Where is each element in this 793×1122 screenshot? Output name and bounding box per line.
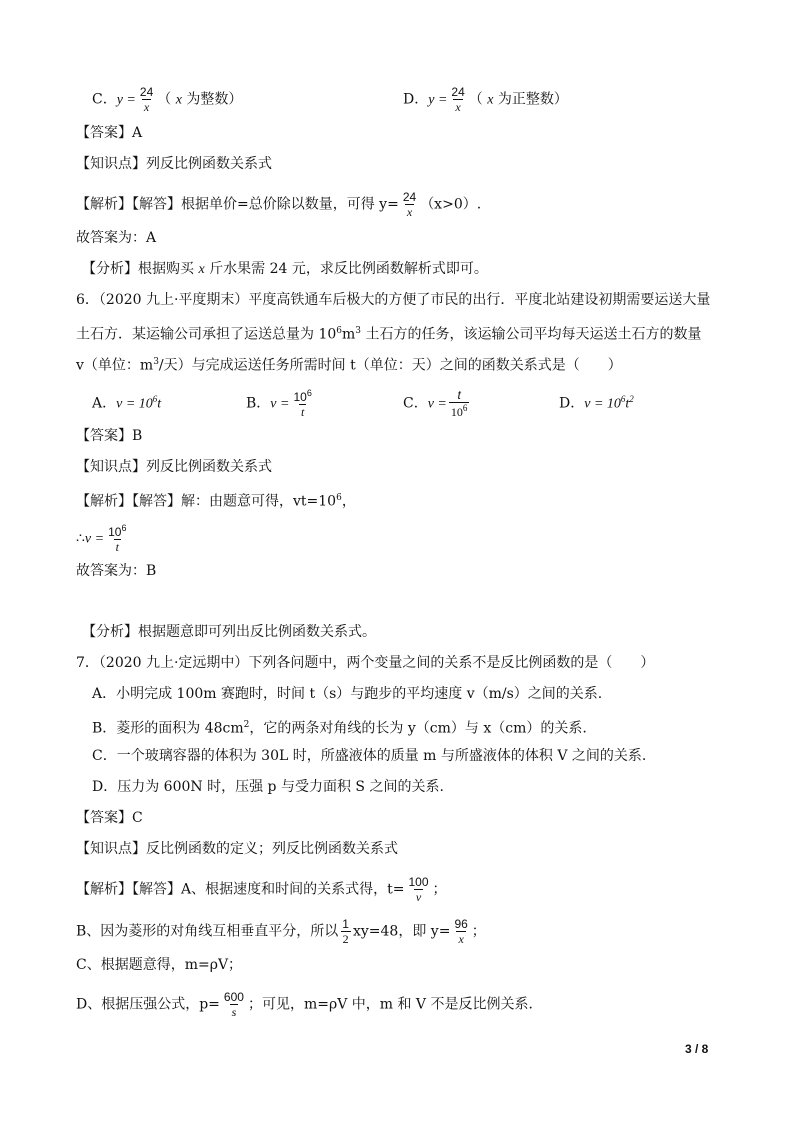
numerator: 600 xyxy=(223,990,244,1004)
q7-analysis-c: C、根据题意得，m=ρV； xyxy=(76,957,243,973)
therefore-symbol: ∴ xyxy=(76,530,85,547)
numerator: 24 xyxy=(402,190,417,204)
variable: x xyxy=(487,92,494,108)
analysis-tail: ， xyxy=(341,493,356,510)
denominator xyxy=(449,402,470,418)
superscript: 2 xyxy=(629,394,634,404)
option-label: D． xyxy=(559,395,585,412)
q6-analysis xyxy=(76,488,356,512)
q6-stem-line3 xyxy=(76,352,622,376)
numerator-base: 10 xyxy=(293,390,307,404)
denominator-base: 10 xyxy=(450,405,463,419)
q6-fenxi: 【分析】根据题意即可列出反比例函数关系式。 xyxy=(82,624,376,640)
stem-text: v（单位：m xyxy=(76,357,154,374)
q5-fenxi xyxy=(82,259,488,280)
q6-option-d xyxy=(559,389,634,415)
numerator xyxy=(106,524,128,539)
superscript: 2 xyxy=(243,720,250,730)
q6-stem-line2 xyxy=(76,321,701,345)
superscript: 6 xyxy=(152,394,158,404)
math-expr: v = 10 xyxy=(116,396,153,412)
q7-option-a: A．小明完成 100m 赛跑时，时间 t（s）与跑步的平均速度 v（m/s）之间的关系. xyxy=(92,686,603,702)
math-lhs: v = xyxy=(84,531,105,547)
analysis-text: 【解析】【解答】根据单价=总价除以数量，可得 y= xyxy=(76,196,399,213)
superscript: 3 xyxy=(355,326,362,336)
variable: t xyxy=(157,396,162,412)
numerator: 24 xyxy=(139,85,154,99)
math-lhs: v = xyxy=(427,396,447,412)
option-text: ，它的两条对角线的长为 y（cm）与 x（cm）的关系. xyxy=(249,720,587,737)
numerator: 24 xyxy=(451,85,465,99)
variable: x xyxy=(175,92,182,108)
q7-option-d: D．压力为 600N 时，压强 p 与受力面积 S 之间的关系. xyxy=(92,779,444,795)
q6-option-c xyxy=(403,389,471,418)
option-label: A． xyxy=(92,395,117,412)
analysis-tail: ； xyxy=(471,923,486,940)
analysis-text: D、根据压强公式，p= xyxy=(76,996,220,1013)
denominator: x xyxy=(455,100,461,114)
q7-analysis-b xyxy=(76,918,486,945)
numerator: t xyxy=(457,388,461,402)
math-lhs: y = xyxy=(428,92,448,108)
q6-answer: 【答案】B xyxy=(76,428,143,444)
stem-text: 土石方．某运输公司承担了运送总量为 10 xyxy=(76,326,337,343)
fraction xyxy=(340,918,351,945)
q6-option-b xyxy=(246,389,316,418)
math-lhs: v = xyxy=(270,396,290,412)
superscript: 6 xyxy=(121,523,127,533)
denominator: 2 xyxy=(342,932,349,946)
q7-stem: 7．（2020 九上·定远期中）下列各问题中，两个变量之间的关系不是反比例函数的是（ ） xyxy=(76,655,655,671)
q5-option-c xyxy=(92,86,242,113)
superscript: 6 xyxy=(336,326,342,336)
fraction xyxy=(291,389,313,418)
denominator: x xyxy=(406,205,413,219)
fraction xyxy=(138,86,155,113)
q7-analysis-a xyxy=(76,876,447,903)
stem-text: /天）与完成运送任务所需时间 t（单位：天）之间的函数关系式是（ ） xyxy=(158,357,622,374)
unit: m xyxy=(342,326,356,343)
numerator-base: 10 xyxy=(108,525,122,539)
q5-knowledge: 【知识点】列反比例函数关系式 xyxy=(76,156,272,172)
q7-option-c: C．一个玻璃容器的体积为 30L 时，所盛液体的质量 m 与所盛液体的体积 V 之间的关系. xyxy=(92,748,647,764)
option-label: C． xyxy=(92,91,117,108)
fraction xyxy=(106,524,128,553)
q6-option-a xyxy=(92,389,161,415)
note-text: 为正整数） xyxy=(493,91,568,108)
option-label: C． xyxy=(403,395,428,412)
q5-answer: 【答案】A xyxy=(76,125,143,141)
math-lhs: y = xyxy=(116,92,136,108)
numerator: 1 xyxy=(342,917,349,931)
option-text: B．菱形的面积为 48cm xyxy=(92,720,244,737)
denominator: x xyxy=(458,932,464,946)
fraction xyxy=(449,389,470,418)
fenxi-text: 【分析】根据购买 xyxy=(82,261,199,277)
analysis-text: xy=48，即 y= xyxy=(352,923,451,940)
superscript: 6 xyxy=(620,394,626,404)
numerator: 96 xyxy=(454,917,468,931)
fraction xyxy=(406,876,430,903)
stem-text: 土石方的任务，该运输公司平均每天运送土石方的数量 xyxy=(361,326,702,343)
math-expr: v = 10 xyxy=(584,396,621,412)
fraction xyxy=(449,86,466,113)
q5-analysis xyxy=(76,191,481,218)
q7-knowledge: 【知识点】反比例函数的定义；列反比例函数关系式 xyxy=(76,841,398,857)
denominator: s xyxy=(231,1005,237,1019)
fenxi-tail: 斤水果需 24 元，求反比例函数解析式即可。 xyxy=(204,261,488,277)
superscript: 3 xyxy=(153,357,159,367)
numerator xyxy=(291,389,313,404)
analysis-text: 【解析】【解答】解：由题意可得，vt=10 xyxy=(76,493,337,510)
q5-conclusion: 故答案为：A xyxy=(76,230,157,246)
q6-knowledge: 【知识点】列反比例函数关系式 xyxy=(76,459,272,475)
denominator: v xyxy=(415,890,422,904)
q6-stem-line1: 6．（2020 九上·平度期末）平度高铁通车后极大的方便了市民的出行．平度北站建设初期需要运送大量 xyxy=(76,292,711,308)
variable: t xyxy=(625,396,630,412)
note-text: 为整数） xyxy=(181,91,243,108)
analysis-tail: ； xyxy=(432,881,447,898)
superscript: 6 xyxy=(306,388,312,398)
analysis-tail: ；可见，m=ρV 中，m 和 V 不是反比例关系． xyxy=(247,996,543,1013)
q7-option-b xyxy=(92,715,587,739)
fraction xyxy=(222,991,246,1018)
option-label: B． xyxy=(246,395,271,412)
option-label: D． xyxy=(403,91,429,108)
analysis-text: 【解析】【解答】A、根据速度和时间的关系式得，t= xyxy=(76,881,405,898)
superscript: 6 xyxy=(462,403,468,413)
denominator: x xyxy=(143,100,150,114)
fraction xyxy=(401,191,418,218)
note-open: （ xyxy=(468,91,488,108)
q5-option-d xyxy=(403,86,568,113)
q7-analysis-d xyxy=(76,991,543,1018)
superscript: 6 xyxy=(336,493,342,503)
q7-answer: 【答案】C xyxy=(76,810,143,826)
analysis-text: B、因为菱形的对角线互相垂直平分，所以 xyxy=(76,923,339,940)
analysis-tail: （x>0）. xyxy=(420,196,482,213)
q6-therefore xyxy=(76,524,130,553)
denominator: t xyxy=(300,405,305,419)
variable: x xyxy=(198,262,205,277)
page-number: 3 / 8 xyxy=(685,1042,709,1056)
denominator: t xyxy=(115,540,119,554)
q6-conclusion: 故答案为：B xyxy=(76,563,157,579)
fraction xyxy=(452,918,469,945)
numerator: 100 xyxy=(408,875,429,889)
note-open: （ xyxy=(157,91,176,108)
